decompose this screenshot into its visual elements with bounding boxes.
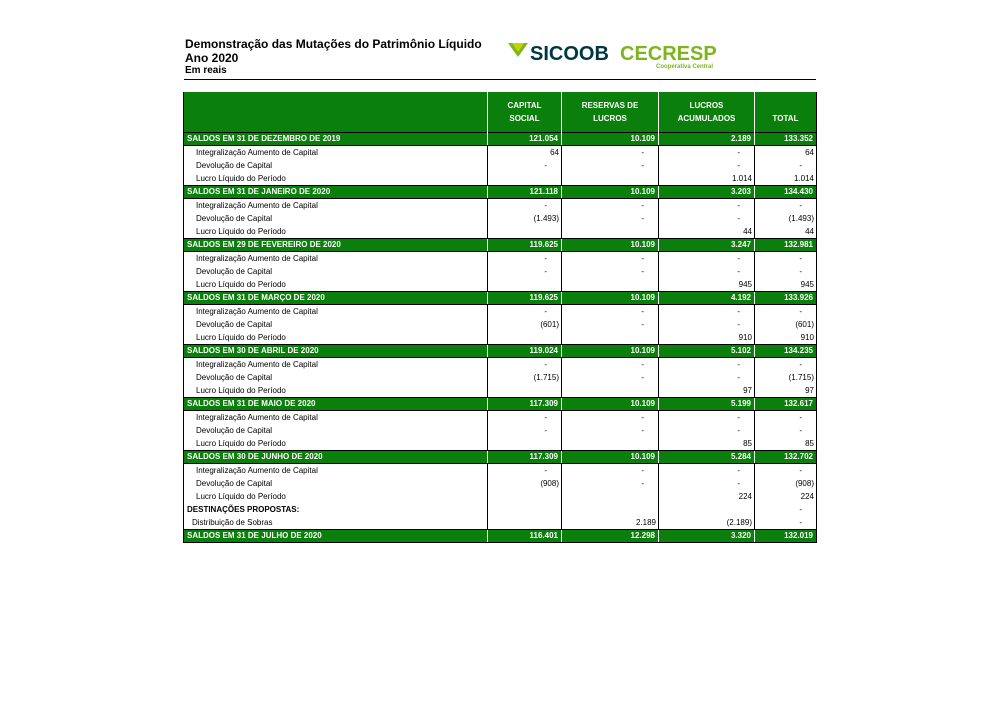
- report-title: Demonstração das Mutações do Patrimônio Líquido: [185, 37, 482, 51]
- total-cell: -: [755, 159, 817, 172]
- total-cell: -: [755, 516, 817, 530]
- row-label: DESTINAÇÕES PROPOSTAS:: [184, 503, 488, 516]
- row-label: Devolução de Capital: [184, 477, 488, 490]
- total-cell: -: [755, 358, 817, 372]
- row-label: Devolução de Capital: [184, 371, 488, 384]
- table-row: [184, 384, 817, 398]
- sicoob-cecresp-logo: [508, 40, 738, 70]
- reservas-lucros-cell: -: [562, 146, 659, 160]
- table-row: [184, 212, 817, 225]
- balance-row: [184, 530, 817, 543]
- total-cell: (908): [755, 477, 817, 490]
- table-row: [184, 516, 817, 530]
- total-cell: 133.352: [755, 133, 817, 146]
- capital-social-cell: [488, 516, 562, 530]
- total-cell: 134.430: [755, 186, 817, 199]
- row-label: SALDOS EM 30 DE JUNHO DE 2020: [184, 451, 488, 464]
- capital-social-cell: -: [488, 358, 562, 372]
- row-label: Devolução de Capital: [184, 212, 488, 225]
- table-row: [184, 265, 817, 278]
- equity-changes-table: [183, 92, 817, 543]
- capital-social-cell: (1.715): [488, 371, 562, 384]
- reservas-lucros-cell: -: [562, 424, 659, 437]
- total-cell: -: [755, 252, 817, 266]
- table-row: [184, 371, 817, 384]
- row-label: Integralização Aumento de Capital: [184, 199, 488, 213]
- lucros-acumulados-cell: -: [659, 252, 755, 266]
- total-cell: 133.926: [755, 292, 817, 305]
- lucros-acumulados-cell: 85: [659, 437, 755, 451]
- capital-social-cell: -: [488, 159, 562, 172]
- reservas-lucros-cell: -: [562, 318, 659, 331]
- row-label: Lucro Líquido do Período: [184, 225, 488, 239]
- capital-social-cell: (1.493): [488, 212, 562, 225]
- reservas-lucros-cell: -: [562, 265, 659, 278]
- row-label: Integralização Aumento de Capital: [184, 305, 488, 319]
- table-row: [184, 411, 817, 425]
- table-row: [184, 159, 817, 172]
- capital-social-cell: [488, 278, 562, 292]
- reservas-lucros-cell: 10.109: [562, 398, 659, 411]
- balance-row: [184, 345, 817, 358]
- total-cell: -: [755, 464, 817, 478]
- table-row: [184, 503, 817, 516]
- row-label: SALDOS EM 31 DE JANEIRO DE 2020: [184, 186, 488, 199]
- capital-social-cell: [488, 172, 562, 186]
- report-year: Ano 2020: [185, 51, 239, 65]
- capital-social-cell: 117.309: [488, 451, 562, 464]
- lucros-acumulados-cell: 3.320: [659, 530, 755, 543]
- reservas-lucros-cell: 12.298: [562, 530, 659, 543]
- lucros-acumulados-cell: -: [659, 477, 755, 490]
- table-row: [184, 305, 817, 319]
- header-total: TOTAL: [755, 92, 817, 133]
- reservas-lucros-cell: 10.109: [562, 292, 659, 305]
- row-label: Devolução de Capital: [184, 318, 488, 331]
- table-row: [184, 490, 817, 503]
- total-cell: 97: [755, 384, 817, 398]
- reservas-lucros-cell: [562, 225, 659, 239]
- capital-social-cell: [488, 331, 562, 345]
- reservas-lucros-cell: -: [562, 305, 659, 319]
- lucros-acumulados-cell: [659, 503, 755, 516]
- capital-social-cell: -: [488, 305, 562, 319]
- header-capital-social: CAPITAL SOCIAL: [488, 92, 562, 133]
- total-cell: 910: [755, 331, 817, 345]
- reservas-lucros-cell: [562, 331, 659, 345]
- total-cell: (1.715): [755, 371, 817, 384]
- lucros-acumulados-cell: 97: [659, 384, 755, 398]
- capital-social-cell: [488, 384, 562, 398]
- table-row: [184, 199, 817, 213]
- report-header: [185, 37, 482, 77]
- lucros-acumulados-cell: 3.203: [659, 186, 755, 199]
- total-cell: (1.493): [755, 212, 817, 225]
- lucros-acumulados-cell: 3.247: [659, 239, 755, 252]
- row-label: Integralização Aumento de Capital: [184, 358, 488, 372]
- capital-social-cell: [488, 437, 562, 451]
- total-cell: -: [755, 305, 817, 319]
- balance-row: [184, 133, 817, 146]
- reservas-lucros-cell: -: [562, 199, 659, 213]
- capital-social-cell: 117.309: [488, 398, 562, 411]
- row-label: Integralização Aumento de Capital: [184, 146, 488, 160]
- logo-suffix-text: CECRESP: [620, 43, 717, 65]
- row-label: SALDOS EM 31 DE MAIO DE 2020: [184, 398, 488, 411]
- header-lucros-acumulados: LUCROS ACUMULADOS: [659, 92, 755, 133]
- balance-row: [184, 398, 817, 411]
- table-row: [184, 172, 817, 186]
- total-cell: 85: [755, 437, 817, 451]
- capital-social-cell: -: [488, 199, 562, 213]
- table-row: [184, 225, 817, 239]
- lucros-acumulados-cell: -: [659, 305, 755, 319]
- reservas-lucros-cell: -: [562, 477, 659, 490]
- total-cell: 1.014: [755, 172, 817, 186]
- lucros-acumulados-cell: -: [659, 464, 755, 478]
- table-row: [184, 331, 817, 345]
- lucros-acumulados-cell: 2.189: [659, 133, 755, 146]
- table-row: [184, 252, 817, 266]
- row-label: SALDOS EM 31 DE JULHO DE 2020: [184, 530, 488, 543]
- lucros-acumulados-cell: -: [659, 146, 755, 160]
- capital-social-cell: -: [488, 424, 562, 437]
- total-cell: -: [755, 424, 817, 437]
- table-row: [184, 318, 817, 331]
- lucros-acumulados-cell: 44: [659, 225, 755, 239]
- header-reservas-lucros: RESERVAS DE LUCROS: [562, 92, 659, 133]
- row-label: Devolução de Capital: [184, 424, 488, 437]
- total-cell: -: [755, 265, 817, 278]
- capital-social-cell: 121.118: [488, 186, 562, 199]
- reservas-lucros-cell: -: [562, 252, 659, 266]
- total-cell: 44: [755, 225, 817, 239]
- lucros-acumulados-cell: 910: [659, 331, 755, 345]
- reservas-lucros-cell: [562, 384, 659, 398]
- capital-social-cell: -: [488, 464, 562, 478]
- capital-social-cell: [488, 503, 562, 516]
- total-cell: 132.617: [755, 398, 817, 411]
- reservas-lucros-cell: -: [562, 159, 659, 172]
- lucros-acumulados-cell: 5.284: [659, 451, 755, 464]
- total-cell: 64: [755, 146, 817, 160]
- reservas-lucros-cell: -: [562, 358, 659, 372]
- lucros-acumulados-cell: 1.014: [659, 172, 755, 186]
- reservas-lucros-cell: -: [562, 371, 659, 384]
- total-cell: 132.702: [755, 451, 817, 464]
- reservas-lucros-cell: -: [562, 411, 659, 425]
- lucros-acumulados-cell: 5.102: [659, 345, 755, 358]
- balance-row: [184, 239, 817, 252]
- table-row: [184, 358, 817, 372]
- balance-row: [184, 292, 817, 305]
- capital-social-cell: 119.625: [488, 292, 562, 305]
- table-row: [184, 424, 817, 437]
- balance-row: [184, 451, 817, 464]
- row-label: SALDOS EM 31 DE MARÇO DE 2020: [184, 292, 488, 305]
- table-row: [184, 437, 817, 451]
- row-label: Devolução de Capital: [184, 159, 488, 172]
- lucros-acumulados-cell: -: [659, 318, 755, 331]
- reservas-lucros-cell: 10.109: [562, 186, 659, 199]
- reservas-lucros-cell: 2.189: [562, 516, 659, 530]
- capital-social-cell: 121.054: [488, 133, 562, 146]
- capital-social-cell: (601): [488, 318, 562, 331]
- header-divider: [184, 79, 816, 80]
- lucros-acumulados-cell: 5.199: [659, 398, 755, 411]
- capital-social-cell: [488, 225, 562, 239]
- capital-social-cell: 116.401: [488, 530, 562, 543]
- row-label: Lucro Líquido do Período: [184, 490, 488, 503]
- total-cell: -: [755, 199, 817, 213]
- lucros-acumulados-cell: -: [659, 212, 755, 225]
- row-label: SALDOS EM 29 DE FEVEREIRO DE 2020: [184, 239, 488, 252]
- lucros-acumulados-cell: 4.192: [659, 292, 755, 305]
- row-label: Integralização Aumento de Capital: [184, 464, 488, 478]
- lucros-acumulados-cell: -: [659, 265, 755, 278]
- capital-social-cell: 119.024: [488, 345, 562, 358]
- reservas-lucros-cell: -: [562, 212, 659, 225]
- lucros-acumulados-cell: -: [659, 424, 755, 437]
- logo-brand-text: SICOOB: [530, 43, 609, 65]
- row-label: SALDOS EM 31 DE DEZEMBRO DE 2019: [184, 133, 488, 146]
- reservas-lucros-cell: [562, 490, 659, 503]
- reservas-lucros-cell: [562, 172, 659, 186]
- row-label: Lucro Líquido do Período: [184, 278, 488, 292]
- row-label: Distribuição de Sobras: [184, 516, 488, 530]
- reservas-lucros-cell: 10.109: [562, 239, 659, 252]
- lucros-acumulados-cell: -: [659, 371, 755, 384]
- reservas-lucros-cell: -: [562, 464, 659, 478]
- row-label: Integralização Aumento de Capital: [184, 252, 488, 266]
- table-row: [184, 477, 817, 490]
- table-row: [184, 146, 817, 160]
- table-header-row: [184, 92, 817, 133]
- total-cell: 134.235: [755, 345, 817, 358]
- reservas-lucros-cell: [562, 278, 659, 292]
- report-units: Em reais: [185, 65, 227, 76]
- capital-social-cell: -: [488, 265, 562, 278]
- total-cell: (601): [755, 318, 817, 331]
- lucros-acumulados-cell: (2.189): [659, 516, 755, 530]
- capital-social-cell: [488, 490, 562, 503]
- balance-row: [184, 186, 817, 199]
- reservas-lucros-cell: [562, 437, 659, 451]
- header-description: [184, 92, 488, 133]
- row-label: Lucro Líquido do Período: [184, 172, 488, 186]
- lucros-acumulados-cell: -: [659, 199, 755, 213]
- total-cell: 132.981: [755, 239, 817, 252]
- capital-social-cell: -: [488, 411, 562, 425]
- capital-social-cell: (908): [488, 477, 562, 490]
- logo-tagline-text: Cooperativa Central: [656, 64, 714, 70]
- row-label: Integralização Aumento de Capital: [184, 411, 488, 425]
- row-label: SALDOS EM 30 DE ABRIL DE 2020: [184, 345, 488, 358]
- total-cell: 132.019: [755, 530, 817, 543]
- capital-social-cell: 119.625: [488, 239, 562, 252]
- lucros-acumulados-cell: 224: [659, 490, 755, 503]
- row-label: Lucro Líquido do Período: [184, 331, 488, 345]
- capital-social-cell: -: [488, 252, 562, 266]
- reservas-lucros-cell: [562, 503, 659, 516]
- lucros-acumulados-cell: 945: [659, 278, 755, 292]
- total-cell: -: [755, 503, 817, 516]
- row-label: Lucro Líquido do Período: [184, 437, 488, 451]
- table-row: [184, 464, 817, 478]
- reservas-lucros-cell: 10.109: [562, 345, 659, 358]
- reservas-lucros-cell: 10.109: [562, 451, 659, 464]
- total-cell: 945: [755, 278, 817, 292]
- table-row: [184, 278, 817, 292]
- lucros-acumulados-cell: -: [659, 411, 755, 425]
- capital-social-cell: 64: [488, 146, 562, 160]
- lucros-acumulados-cell: -: [659, 358, 755, 372]
- reservas-lucros-cell: 10.109: [562, 133, 659, 146]
- row-label: Lucro Líquido do Período: [184, 384, 488, 398]
- lucros-acumulados-cell: -: [659, 159, 755, 172]
- total-cell: -: [755, 411, 817, 425]
- row-label: Devolução de Capital: [184, 265, 488, 278]
- total-cell: 224: [755, 490, 817, 503]
